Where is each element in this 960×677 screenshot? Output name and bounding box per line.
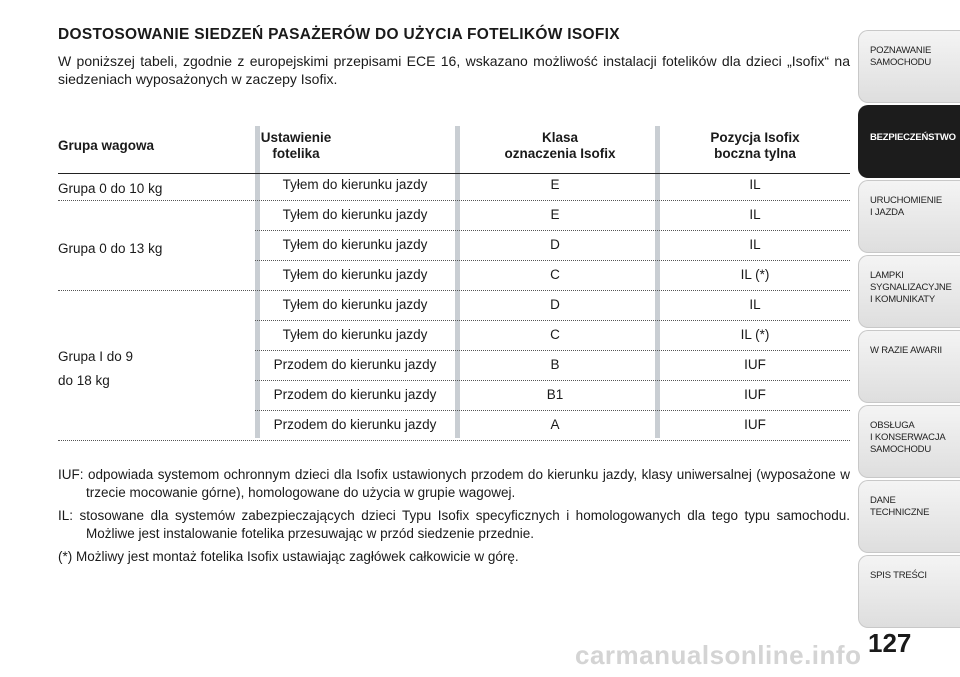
tab-1[interactable]: BEZPIECZEŃSTWO (858, 105, 960, 178)
column-header: Grupa wagowa (58, 138, 155, 153)
table-cell: Tyłem do kierunku jazdy (282, 267, 428, 282)
row-divider (255, 350, 850, 351)
table-cell: IL (*) (740, 267, 770, 282)
group-label: Grupa 0 do 10 kg (58, 181, 163, 196)
watermark: carmanualsonline.info (575, 640, 862, 670)
table-cell: Przodem do kierunku jazdy (273, 387, 437, 402)
table-cell: IUF (744, 417, 766, 432)
table-cell: C (550, 267, 560, 282)
table-cell: D (550, 297, 560, 312)
table-cell: IL (749, 177, 761, 192)
column-header: Pozycja Isofix boczna tylna (710, 130, 800, 161)
table-cell: Tyłem do kierunku jazdy (282, 177, 428, 192)
tab-4[interactable]: W RAZIE AWARII (858, 330, 960, 403)
tab-6[interactable]: DANE TECHNICZNE (858, 480, 960, 553)
table-cell: B (550, 357, 560, 372)
table-cell: Przodem do kierunku jazdy (273, 357, 437, 372)
tab-2[interactable]: URUCHOMIENIE I JAZDA (858, 180, 960, 253)
row-divider (255, 260, 850, 261)
tab-7[interactable]: SPIS TREŚCI (858, 555, 960, 628)
footnote: (*) Możliwy jest montaż fotelika Isofix ustawiając zagłówek całkowicie w górę. (58, 549, 519, 564)
tab-0[interactable]: POZNAWANIE SAMOCHODU (858, 30, 960, 103)
row-divider (255, 410, 850, 411)
table-cell: Tyłem do kierunku jazdy (282, 207, 428, 222)
page-heading: DOSTOSOWANIE SIEDZEŃ PASAŻERÓW DO UŻYCIA FOTELIKÓW ISOFIX (58, 26, 620, 43)
row-divider (255, 230, 850, 231)
table-cell: Tyłem do kierunku jazdy (282, 297, 428, 312)
table-cell: IUF (744, 357, 766, 372)
page-number: 127 (868, 628, 912, 658)
column-header: Klasa oznaczenia Isofix (504, 130, 616, 161)
table-cell: D (550, 237, 560, 252)
footnote: IUF: odpowiada systemom ochronnym dzieci dla Isofix ustawionych przodem do kierunku jazdy, klasy uniwersalnej (wyposażone w trzecie mocowanie górne), homologowane do użycia w grupie wagowej. (58, 467, 850, 500)
table-cell: IL (749, 237, 761, 252)
main-content (58, 26, 850, 88)
group-divider (58, 440, 850, 441)
footnote: IL: stosowane dla systemów zabezpieczających dzieci Typu Isofix specyficznych i homologowanych dla tego typu samochodu. Możliwe jest instalowanie fotelika przesuwając w przód siedzenie przednie. (58, 508, 850, 541)
table-cell: IL (749, 207, 761, 222)
group-label: Grupa 0 do 13 kg (58, 241, 163, 256)
table-cell: Tyłem do kierunku jazdy (282, 327, 428, 342)
row-divider (255, 380, 850, 381)
row-divider (255, 320, 850, 321)
column-header: Ustawienie fotelika (260, 130, 332, 161)
intro-paragraph: W poniższej tabeli, zgodnie z europejskimi przepisami ECE 16, wskazano możliwość instalacji fotelików dla dzieci „Isofix“ na siedzeniach wyposażonych w zaczepy Isofix. (58, 53, 850, 87)
table-cell: IL (749, 297, 761, 312)
table-cell: Tyłem do kierunku jazdy (282, 237, 428, 252)
tab-5[interactable]: OBSŁUGA I KONSERWACJA SAMOCHODU (858, 405, 960, 478)
table-cell: IL (*) (740, 327, 770, 342)
table-cell: E (550, 207, 560, 222)
table-cell: A (550, 417, 560, 432)
group-divider (58, 290, 850, 291)
tab-3[interactable]: LAMPKI SYGNALIZACYJNE I KOMUNIKATY (858, 255, 960, 328)
table-cell: E (550, 177, 560, 192)
table-cell: B1 (546, 387, 564, 402)
table-cell: C (550, 327, 560, 342)
table-cell: Przodem do kierunku jazdy (273, 417, 437, 432)
footnotes (58, 466, 850, 571)
group-label: Grupa I do 9 do 18 kg (58, 349, 134, 388)
table-cell: IUF (744, 387, 766, 402)
header-rule (58, 173, 850, 174)
group-divider (58, 200, 850, 201)
